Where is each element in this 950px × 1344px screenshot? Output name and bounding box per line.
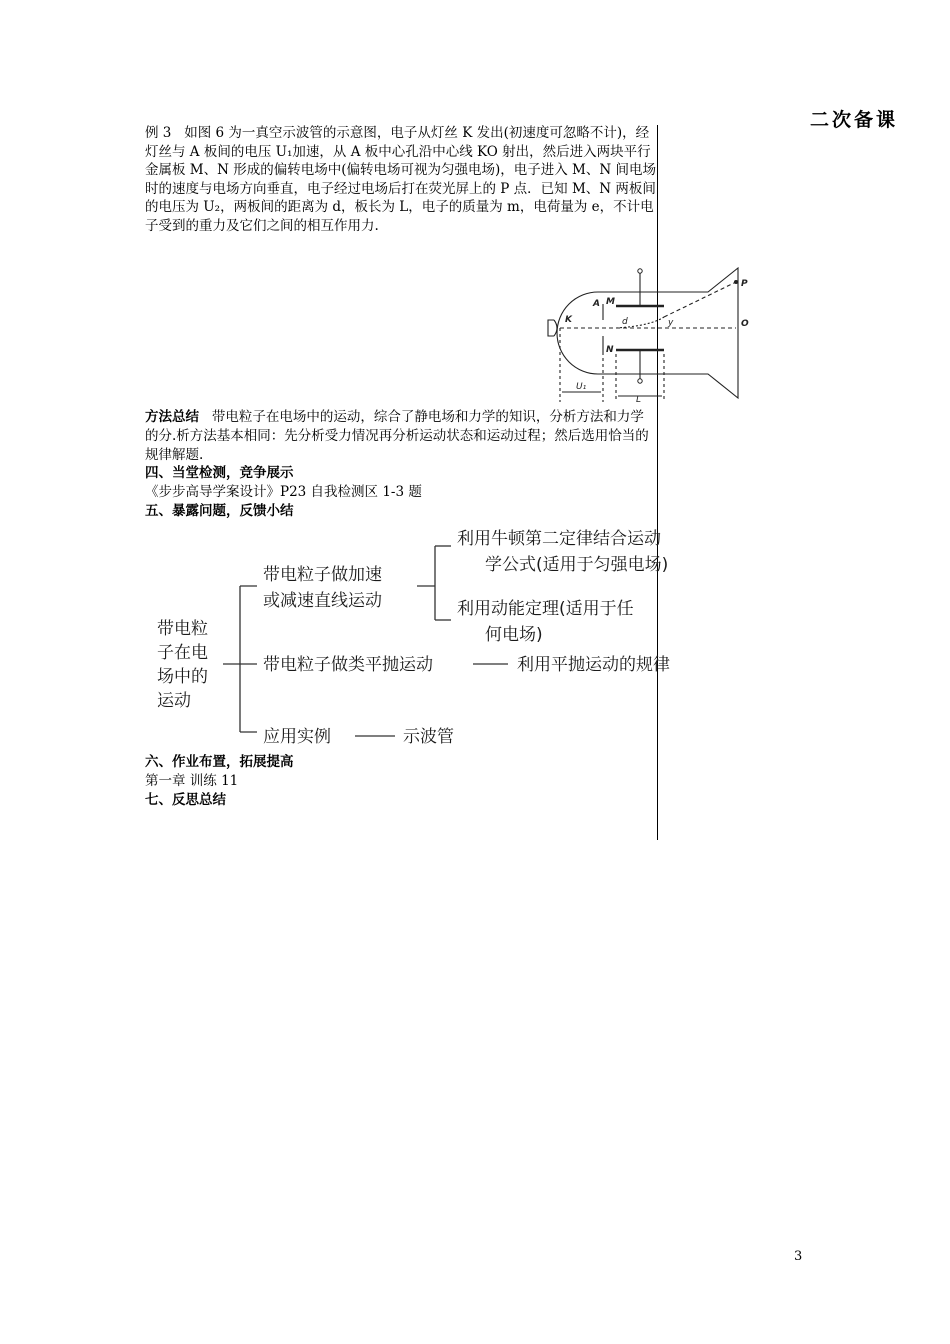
- label-d: d: [622, 317, 628, 327]
- leaf1-line-2: 学公式(适用于匀强电场): [485, 555, 669, 575]
- label-N: N: [606, 345, 614, 355]
- section4-text: 《步步高导学案设计》P23 自我检测区 1-3 题: [145, 484, 422, 500]
- summary-label: 方法总结: [145, 409, 199, 425]
- leaf2-line-2: 何电场): [485, 625, 543, 645]
- label-A: A: [593, 299, 600, 309]
- example-paragraph: [145, 124, 657, 235]
- root-line-2: 子在电: [157, 643, 208, 663]
- leaf1-line-1: 利用牛顿第二定律结合运动: [457, 529, 661, 549]
- page-number: 3: [794, 1249, 803, 1264]
- side-title: 二次备课: [810, 109, 899, 131]
- method-summary: [145, 408, 657, 465]
- section4-heading: 四、当堂检测，竞争展示: [145, 465, 294, 481]
- example-text: 如图 6 为一真空示波管的示意图，电子从灯丝 K 发出(初速度可忽略不计)，经灯丝与 A 板间的电压 U₁加速，从 A 板中心孔沿中心线 KO 射出，然后进入两块平行金属板 M、N 形成的偏转电场中(偏转电场可视为匀强电场)，电子进入 M、N 间电场时的速度与电场方向垂直，电子经过电场后打在荧光屏上的 P 点．已知 M、N 两板间的电压为 U₂，两板间的距离为 d，板长为 L，电子的质量为 m，电荷量为 e，不计电子受到的重力及它们之间的相互作用力.: [145, 125, 656, 234]
- oscilloscope-diagram: [540, 262, 755, 410]
- branch1-line-2: 或减速直线运动: [263, 591, 382, 611]
- label-U1: U₁: [576, 382, 587, 392]
- section6-heading: 六、作业布置，拓展提高: [145, 754, 294, 770]
- label-L: L: [636, 395, 642, 405]
- section6-text: 第一章 训练 11: [145, 773, 239, 789]
- root-line-4: 运动: [157, 691, 191, 711]
- section7-heading: 七、反思总结: [145, 792, 226, 808]
- concept-map: [145, 522, 710, 752]
- label-M: M: [606, 297, 615, 307]
- summary-text: 带电粒子在电场中的运动，综合了静电场和力学的知识，分析方法和力学的分.析方法基本相同：先分析受力情况再分析运动状态和运动过程；然后选用恰当的规律解题.: [145, 409, 649, 463]
- branch2: 带电粒子做类平抛运动: [263, 655, 433, 675]
- root-line-3: 场中的: [157, 667, 208, 687]
- label-K: K: [565, 315, 572, 325]
- leaf2-line-1: 利用动能定理(适用于任: [457, 599, 634, 619]
- branch1-line-1: 带电粒子做加速: [263, 565, 382, 585]
- label-y: y: [668, 318, 674, 328]
- branch3: 应用实例: [263, 727, 331, 747]
- leaf4: 示波管: [403, 727, 454, 747]
- root-line-1: 带电粒: [157, 619, 208, 639]
- leaf3: 利用平抛运动的规律: [517, 655, 670, 675]
- section5-heading: 五、暴露问题，反馈小结: [145, 503, 294, 519]
- label-O: O: [741, 319, 749, 329]
- example-label: 例 3: [145, 125, 172, 141]
- label-P: P: [741, 279, 748, 289]
